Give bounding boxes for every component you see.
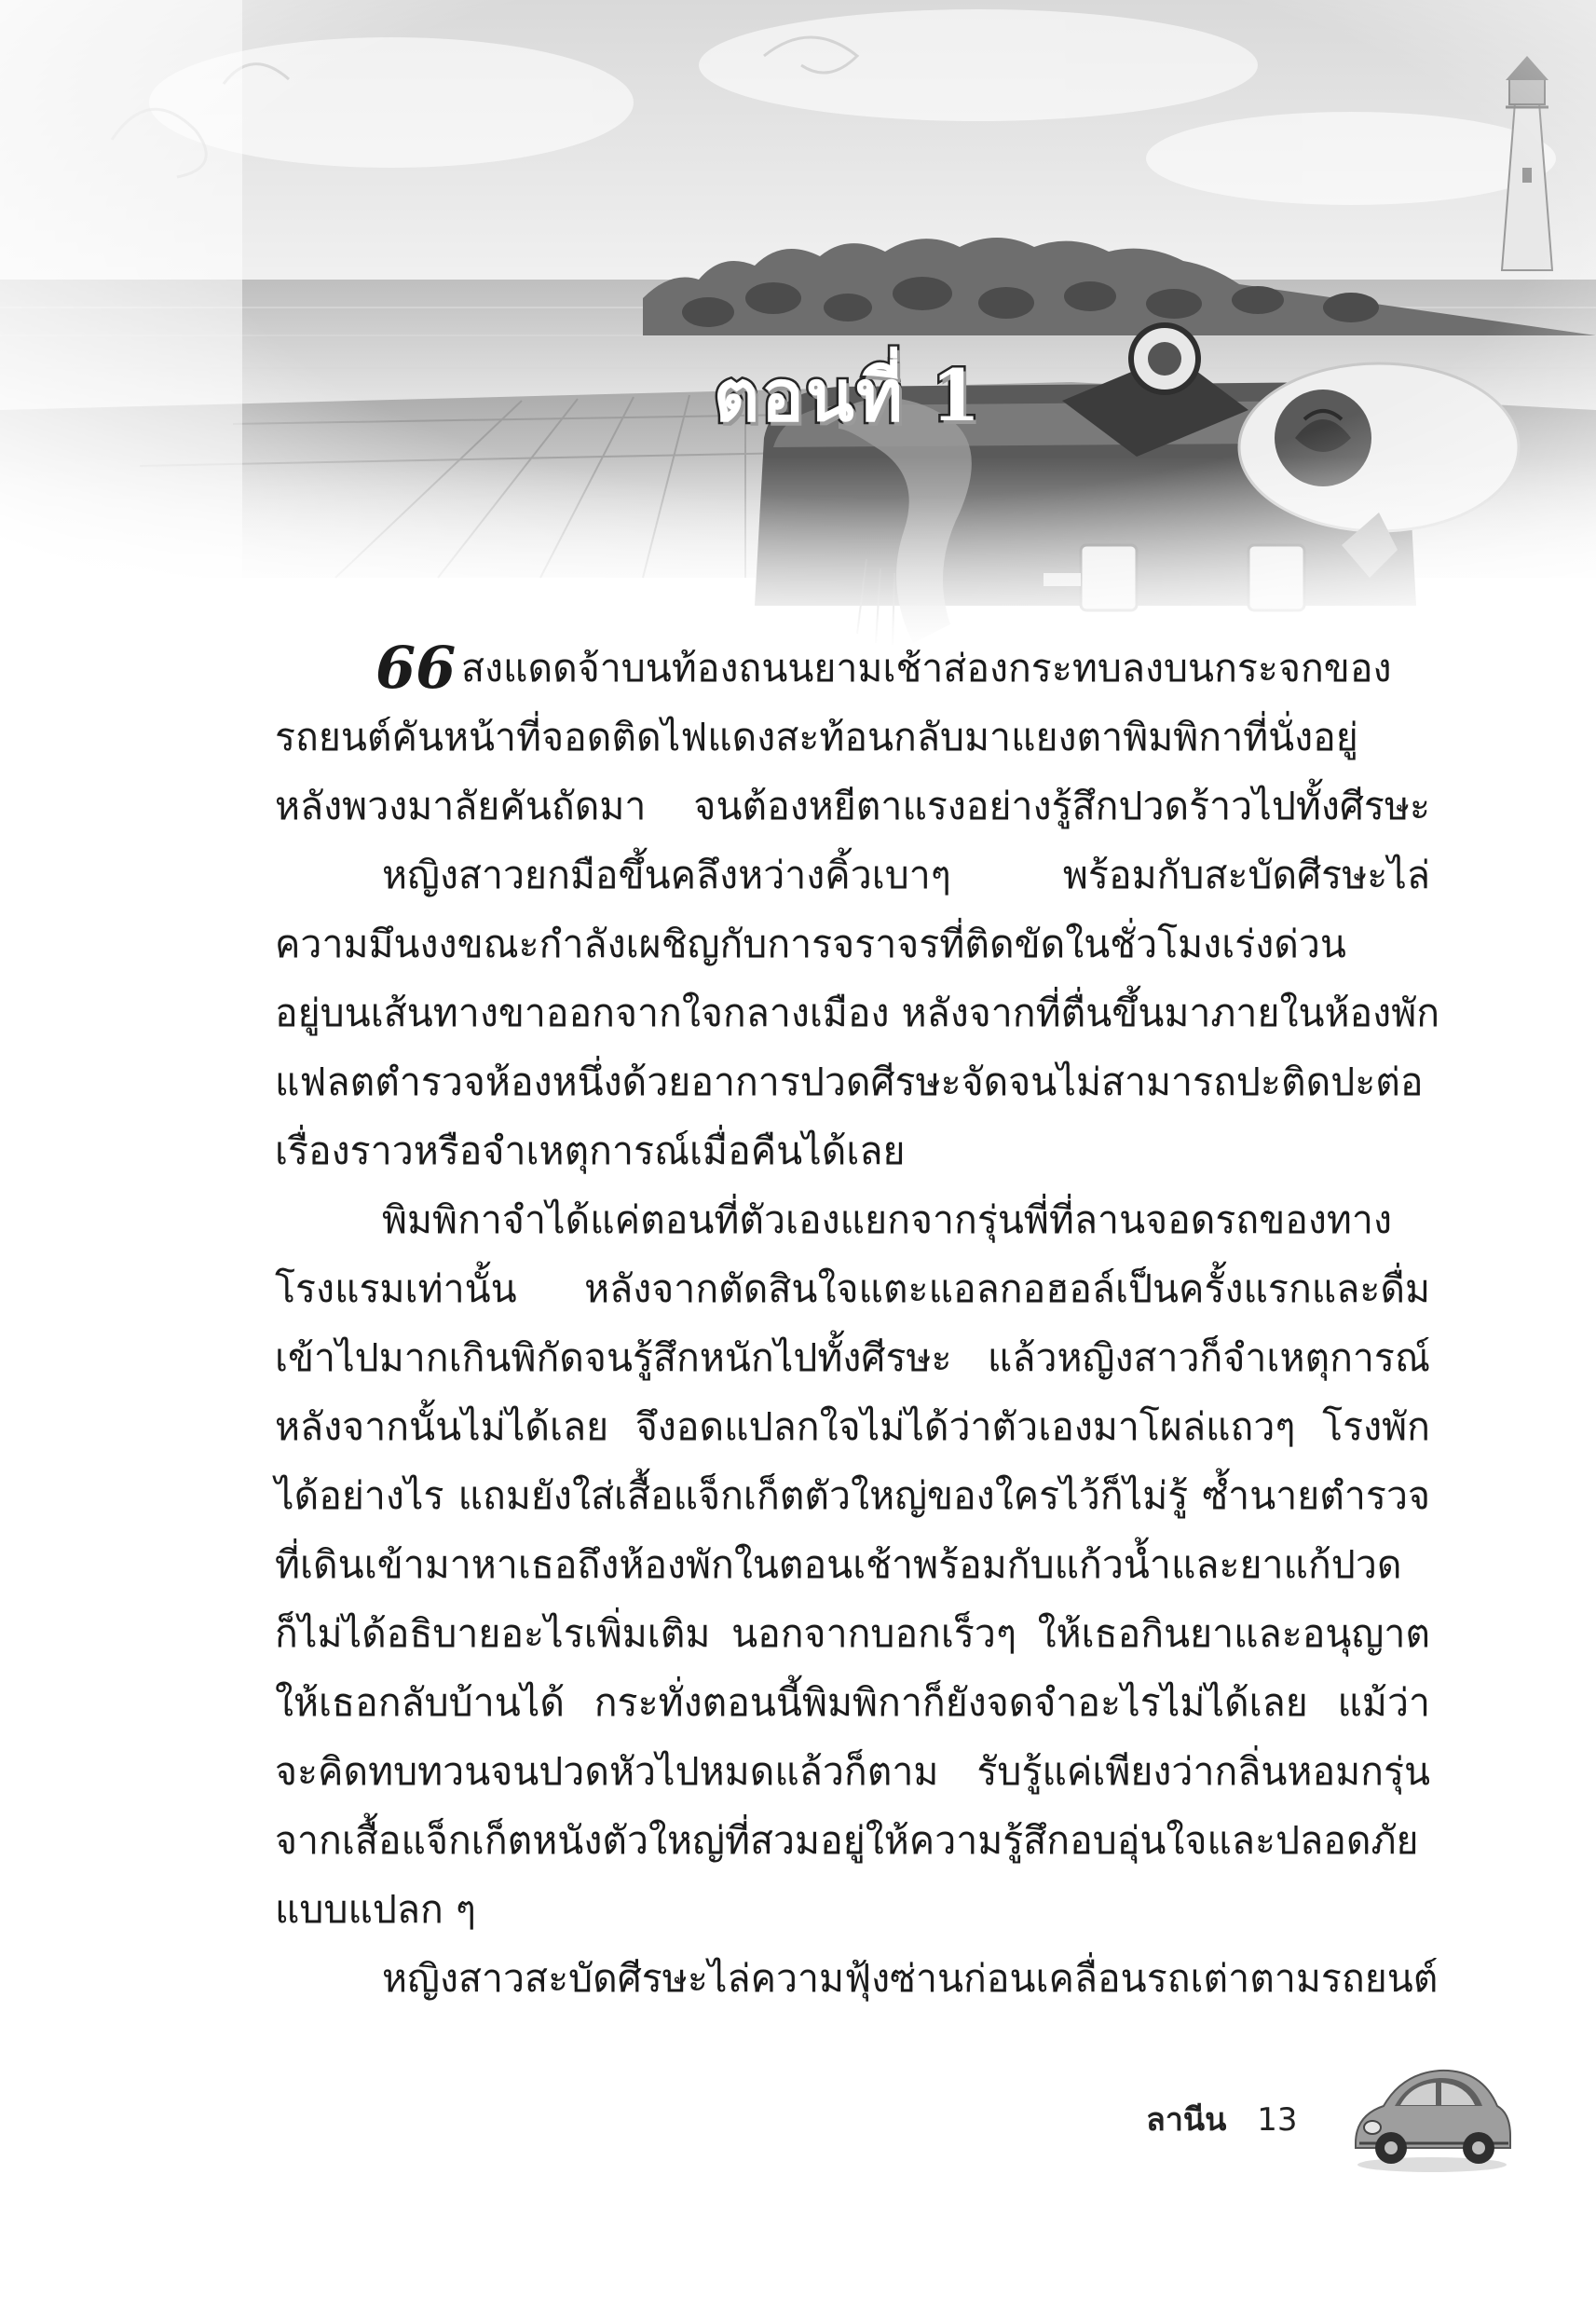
opening-quote-mark: 66 xyxy=(375,634,457,702)
chapter-header-illustration xyxy=(0,0,1596,652)
text-line-14: ที่เดินเข้ามาหาเธอถึงห้องพักในตอนเช้าพร้อมกับแก้วน้ำและยาแก้ปวด xyxy=(275,1542,1402,1587)
text-line-11: เข้าไปมากเกินพิกัดจนรู้สึกหนักไปทั้งศีรษะ แล้วหญิงสาวก็จำเหตุการณ์ xyxy=(275,1335,1430,1380)
text-line-16: ให้เธอกลับบ้านได้ กระทั่งตอนนี้พิมพิกาก็ยังจดจำอะไรไม่ได้เลย แม้ว่า xyxy=(275,1680,1430,1725)
text-line-10: โรงแรมเท่านั้น หลังจากตัดสินใจแตะแอลกอฮอล์เป็นครั้งแรกและดื่ม xyxy=(275,1266,1430,1311)
text-line-18: จากเสื้อแจ็กเก็ตหนังตัวใหญ่ที่สวมอยู่ให้ความรู้สึกอบอุ่นใจและปลอดภัย xyxy=(275,1818,1419,1863)
text-line-4: หญิงสาวยกมือขึ้นคลึงหว่างคิ้วเบาๆ พร้อมกับสะบัดศีรษะไล่ xyxy=(382,853,1430,897)
text-line-20: หญิงสาวสะบัดศีรษะไล่ความฟุ้งซ่านก่อนเคลื่อนรถเต่าตามรถยนต์ xyxy=(382,1956,1439,2001)
footer-author-name: ลานีน xyxy=(1146,2101,1227,2139)
text-line-2: รถยนต์คันหน้าที่จอดติดไฟแดงสะท้อนกลับมาแยงตาพิมพิกาที่นั่งอยู่ xyxy=(275,715,1358,759)
chapter-body-text xyxy=(275,634,1440,2013)
chapter-title: ตอนที่ 1 xyxy=(713,354,983,437)
text-line-19: แบบแปลก ๆ xyxy=(275,1887,476,1932)
page-number: 13 xyxy=(1257,2101,1298,2139)
text-line-15: ก็ไม่ได้อธิบายอะไรเพิ่มเติม นอกจากบอกเร็วๆ ให้เธอกินยาและอนุญาต xyxy=(275,1611,1430,1656)
vintage-beetle-car-icon xyxy=(1346,2055,1514,2176)
text-line-6: อยู่บนเส้นทางขาออกจากใจกลางเมือง หลังจากที่ตื่นขึ้นมาภายในห้องพัก xyxy=(275,991,1440,1035)
text-line-1: สงแดดจ้าบนท้องถนนยามเช้าส่องกระทบลงบนกระจกของ xyxy=(461,646,1392,691)
text-line-8: เรื่องราวหรือจำเหตุการณ์เมื่อคืนได้เลย xyxy=(275,1128,906,1173)
text-line-5: ความมึนงงขณะกำลังเผชิญกับการจราจรที่ติดขัดในชั่วโมงเร่งด่วน xyxy=(275,922,1346,966)
page-footer xyxy=(1146,2087,1298,2153)
text-line-13: ได้อย่างไร แถมยังใส่เสื้อแจ็กเก็ตตัวใหญ่ของใครไว้ก็ไม่รู้ ซ้ำนายตำรวจ xyxy=(275,1473,1430,1518)
text-line-17: จะคิดทบทวนจนปวดหัวไปหมดแล้วก็ตาม รับรู้แค่เพียงว่ากลิ่นหอมกรุ่น xyxy=(275,1749,1430,1794)
text-line-7: แฟลตตำรวจห้องหนึ่งด้วยอาการปวดศีรษะจัดจนไม่สามารถปะติดปะต่อ xyxy=(275,1060,1424,1104)
text-line-3: หลังพวงมาลัยคันถัดมา จนต้องหยีตาแรงอย่างรู้สึกปวดร้าวไปทั้งศีรษะ xyxy=(275,784,1430,828)
text-line-12: หลังจากนั้นไม่ได้เลย จึงอดแปลกใจไม่ได้ว่าตัวเองมาโผล่แถวๆ โรงพัก xyxy=(275,1404,1430,1449)
text-line-9: พิมพิกาจำได้แค่ตอนที่ตัวเองแยกจากรุ่นพี่ที่ลานจอดรถของทาง xyxy=(382,1197,1392,1242)
